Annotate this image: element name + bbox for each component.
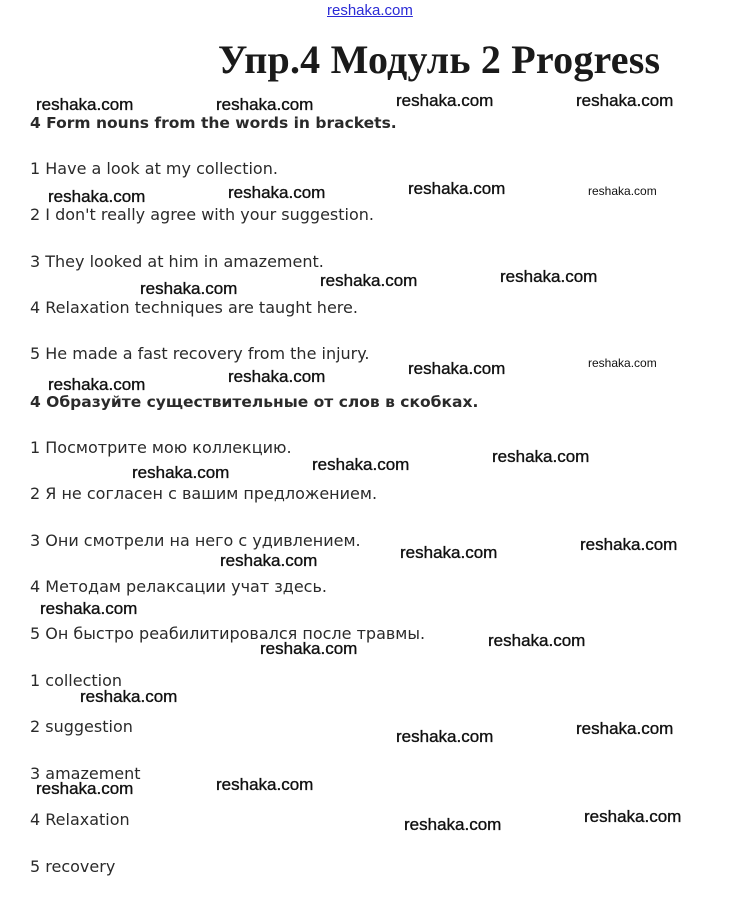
watermark: reshaka.com: [400, 543, 498, 562]
watermark: reshaka.com: [228, 183, 326, 202]
task-item-en: 3 They looked at him in amazement.: [30, 252, 324, 271]
watermark: reshaka.com: [228, 367, 326, 386]
watermark: reshaka.com: [132, 463, 230, 482]
watermark: reshaka.com: [580, 535, 678, 554]
watermark: reshaka.com: [408, 179, 506, 198]
task-item-en: 5 He made a fast recovery from the injury.: [30, 344, 370, 363]
watermark: reshaka.com: [48, 187, 146, 206]
watermark: reshaka.com: [320, 271, 418, 290]
watermark: reshaka.com: [588, 184, 657, 198]
task-item-ru: 3 Они смотрели на него с удивлением.: [30, 531, 361, 550]
answer-item: 1 collection: [30, 671, 123, 690]
watermark: reshaka.com: [260, 639, 358, 658]
watermark: reshaka.com: [48, 375, 146, 394]
site-link[interactable]: reshaka.com: [327, 2, 413, 19]
watermark: reshaka.com: [216, 95, 314, 114]
watermark: reshaka.com: [492, 447, 590, 466]
watermark: reshaka.com: [408, 359, 506, 378]
task-heading-en: 4 Form nouns from the words in brackets.: [30, 114, 397, 132]
watermark: reshaka.com: [576, 719, 674, 738]
watermark: reshaka.com: [576, 91, 674, 110]
watermark: reshaka.com: [584, 807, 682, 826]
watermark: reshaka.com: [396, 91, 494, 110]
page-title: Упр.4 Модуль 2 Progress: [218, 37, 661, 82]
watermark: reshaka.com: [216, 775, 314, 794]
watermark: reshaka.com: [40, 599, 138, 618]
task-item-ru: 4 Методам релаксации учат здесь.: [30, 577, 327, 596]
watermark: reshaka.com: [220, 551, 318, 570]
watermark: reshaka.com: [312, 455, 410, 474]
task-item-en: 2 I don't really agree with your suggestion.: [30, 205, 374, 224]
task-item-ru: 2 Я не согласен с вашим предложением.: [30, 484, 378, 503]
task-item-en: 4 Relaxation techniques are taught here.: [30, 298, 358, 317]
task-item-ru: 1 Посмотрите мою коллекцию.: [30, 438, 292, 457]
answer-item: 2 suggestion: [30, 717, 133, 736]
answer-item: 5 recovery: [30, 857, 116, 876]
watermark: reshaka.com: [80, 687, 178, 706]
task-heading-ru: 4 Образуйте существительные от слов в скобках.: [30, 393, 479, 411]
watermark: reshaka.com: [500, 267, 598, 286]
task-item-ru: 5 Он быстро реабилитировался после травмы.: [30, 624, 426, 643]
task-item-en: 1 Have a look at my collection.: [30, 159, 278, 178]
watermark: reshaka.com: [588, 356, 657, 370]
watermark: reshaka.com: [488, 631, 586, 650]
watermark: reshaka.com: [396, 727, 494, 746]
watermark: reshaka.com: [36, 779, 134, 798]
watermark: reshaka.com: [36, 95, 134, 114]
watermark: reshaka.com: [404, 815, 502, 834]
answer-item: 3 amazement: [30, 764, 141, 783]
answer-item: 4 Relaxation: [30, 810, 130, 829]
watermark: reshaka.com: [140, 279, 238, 298]
